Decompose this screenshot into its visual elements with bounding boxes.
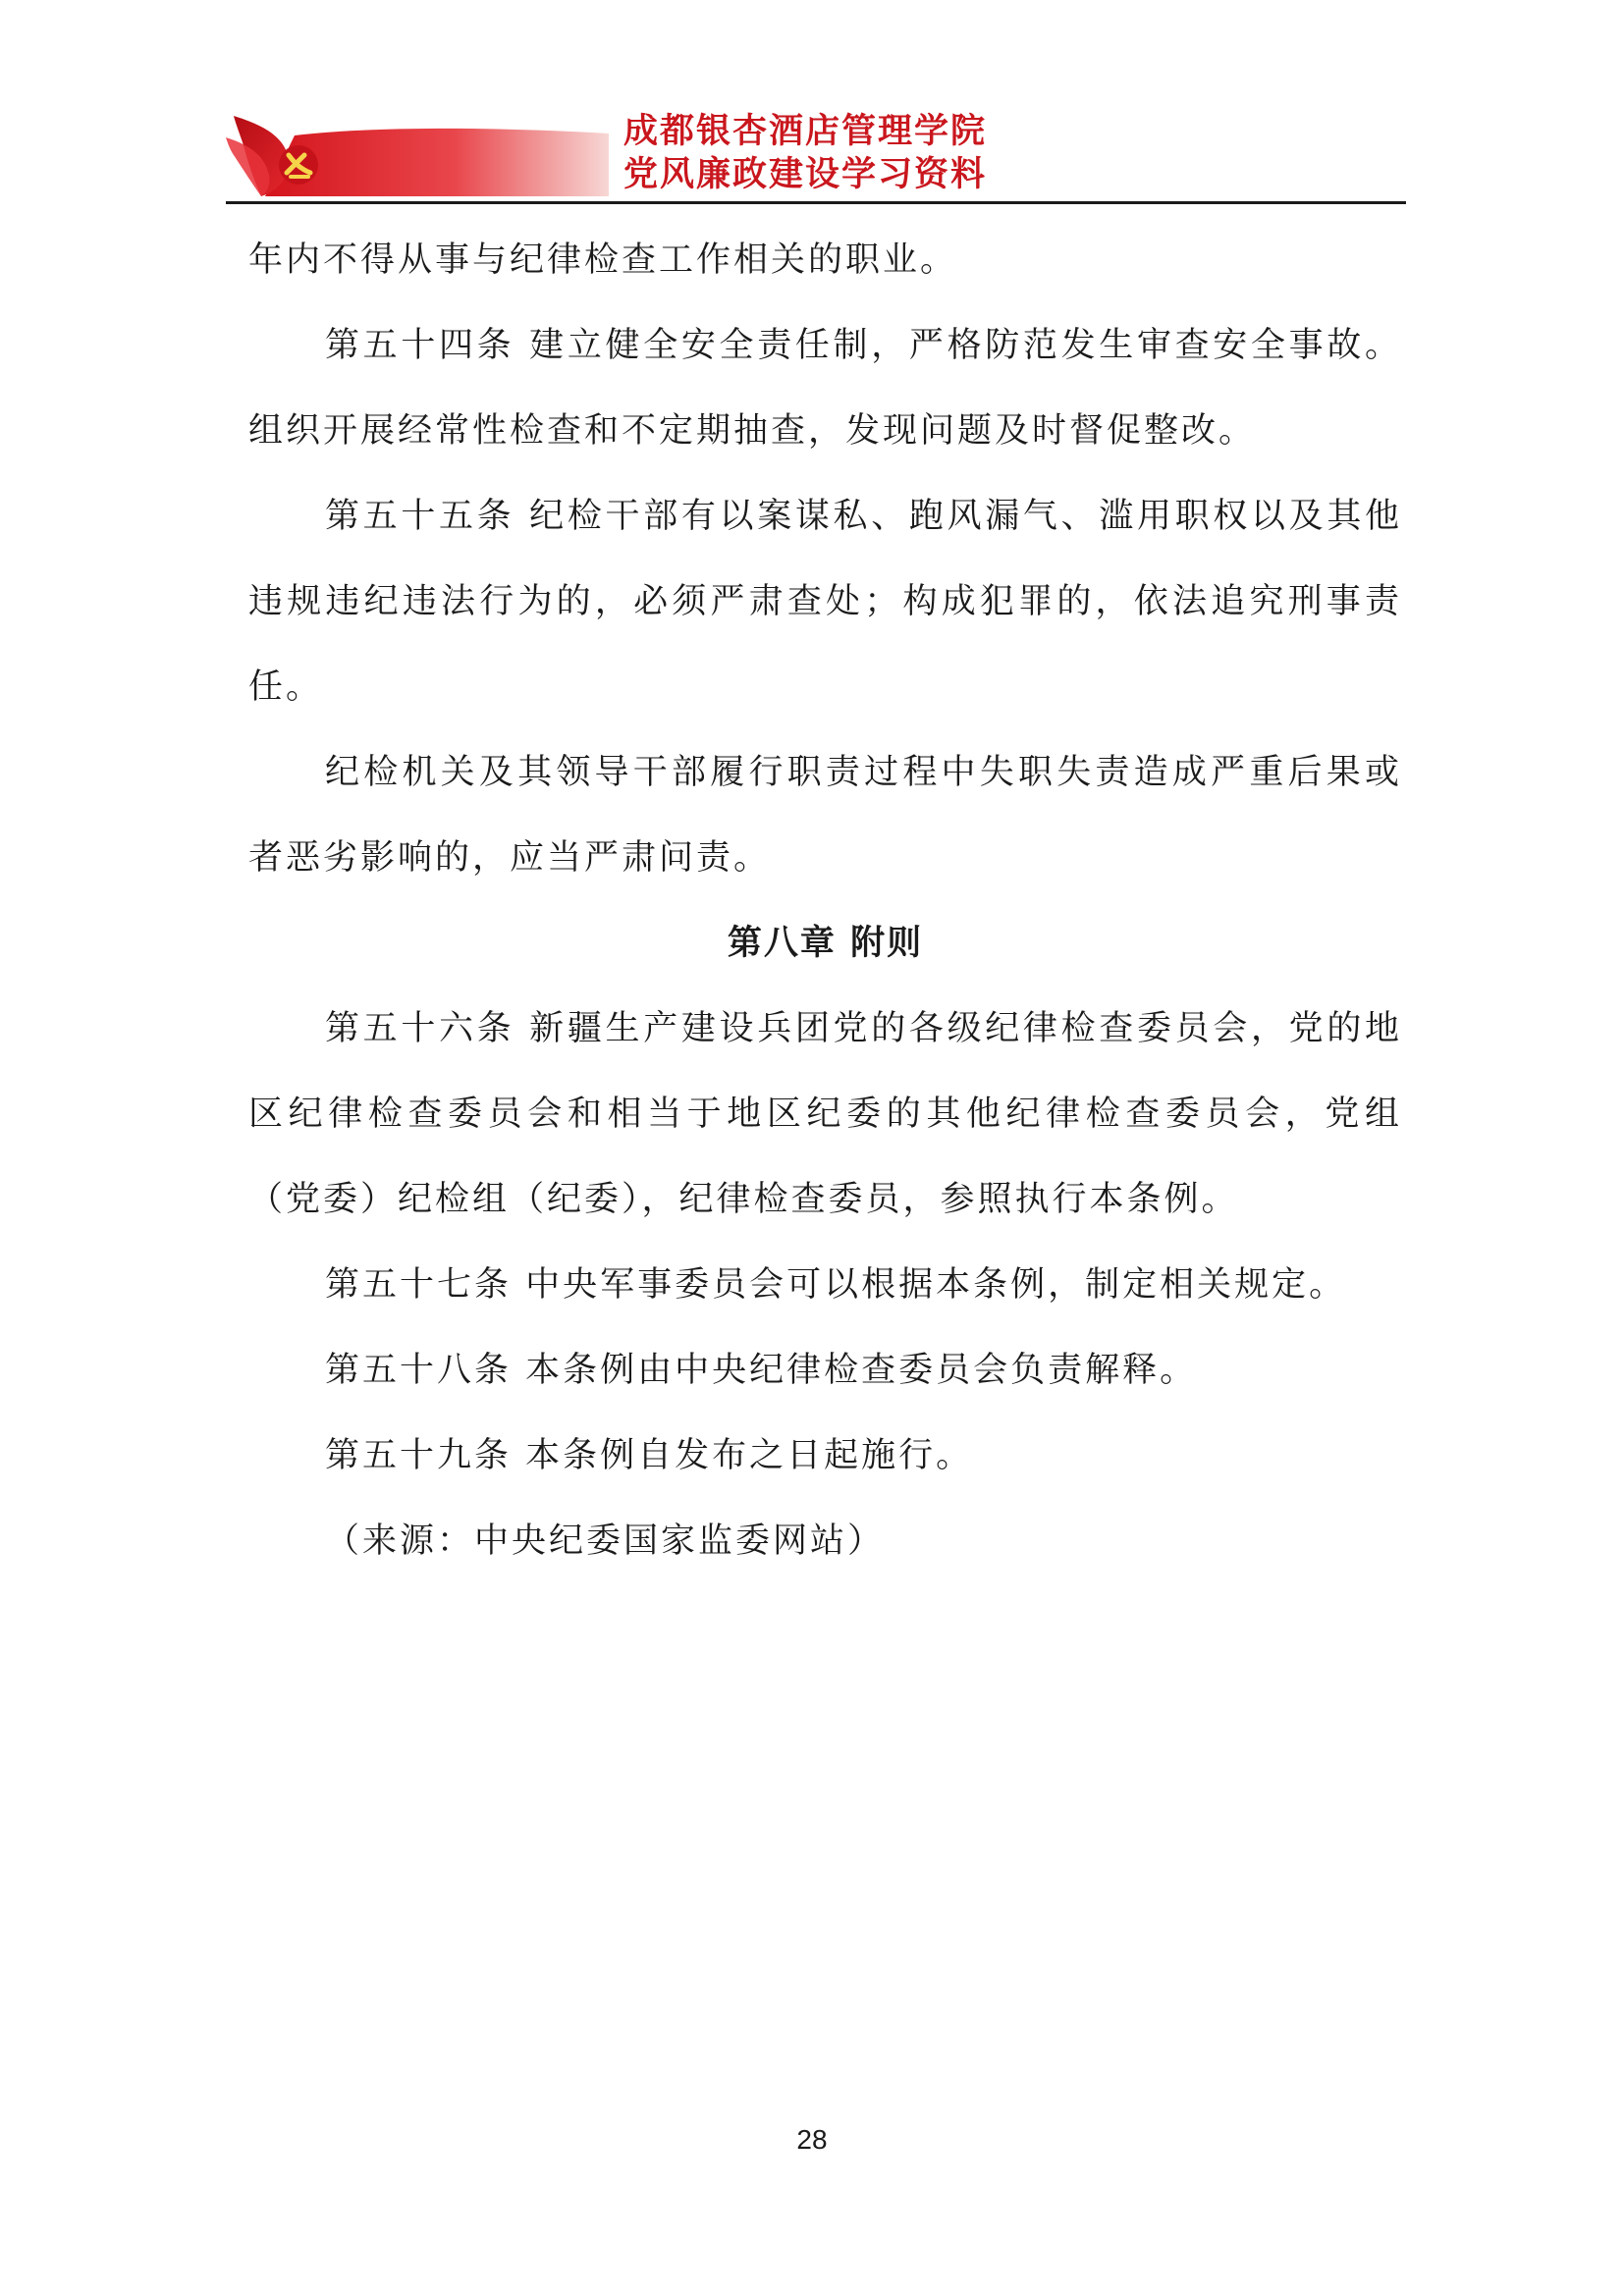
article-55: 第五十五条 纪检干部有以案谋私、跑风漏气、滥用职权以及其他违规违纪违法行为的，必须严肃查处；构成犯罪的，依法追究刑事责任。 [248,497,1402,707]
page-number: 28 [796,2124,828,2155]
document-body [248,218,1402,1584]
article-54: 第五十四条 建立健全安全责任制，严格防范发生审查安全事故。组织开展经常性检查和不定期抽查，发现问题及时督促整改。 [248,326,1402,451]
article-56: 第五十六条 新疆生产建设兵团党的各级纪律检查委员会，党的地区纪律检查委员会和相当于地区纪委的其他纪律检查委员会，党组（党委）纪检组（纪委），纪律检查委员，参照执行本条例。 [248,1009,1402,1219]
party-emblem-flag-icon [226,98,609,196]
header-titles [623,110,1173,196]
page-header [226,98,1404,204]
chapter-heading: 第八章 附则 [727,924,924,963]
article-58: 第五十八条 本条例由中央纪律检查委员会负责解释。 [325,1351,1198,1390]
paragraph-continuation: 年内不得从事与纪律检查工作相关的职业。 [248,240,958,280]
source-note: （来源：中央纪委国家监委网站） [325,1522,886,1561]
article-59: 第五十九条 本条例自发布之日起施行。 [325,1436,974,1475]
article-55-accountability: 纪检机关及其领导干部履行职责过程中失职失责造成严重后果或者恶劣影响的，应当严肃问责。 [248,753,1402,878]
article-57: 第五十七条 中央军事委员会可以根据本条例，制定相关规定。 [325,1265,1347,1305]
header-divider [226,201,1406,204]
school-name: 成都银杏酒店管理学院 [623,112,988,151]
document-series-title: 党风廉政建设学习资料 [623,155,988,194]
